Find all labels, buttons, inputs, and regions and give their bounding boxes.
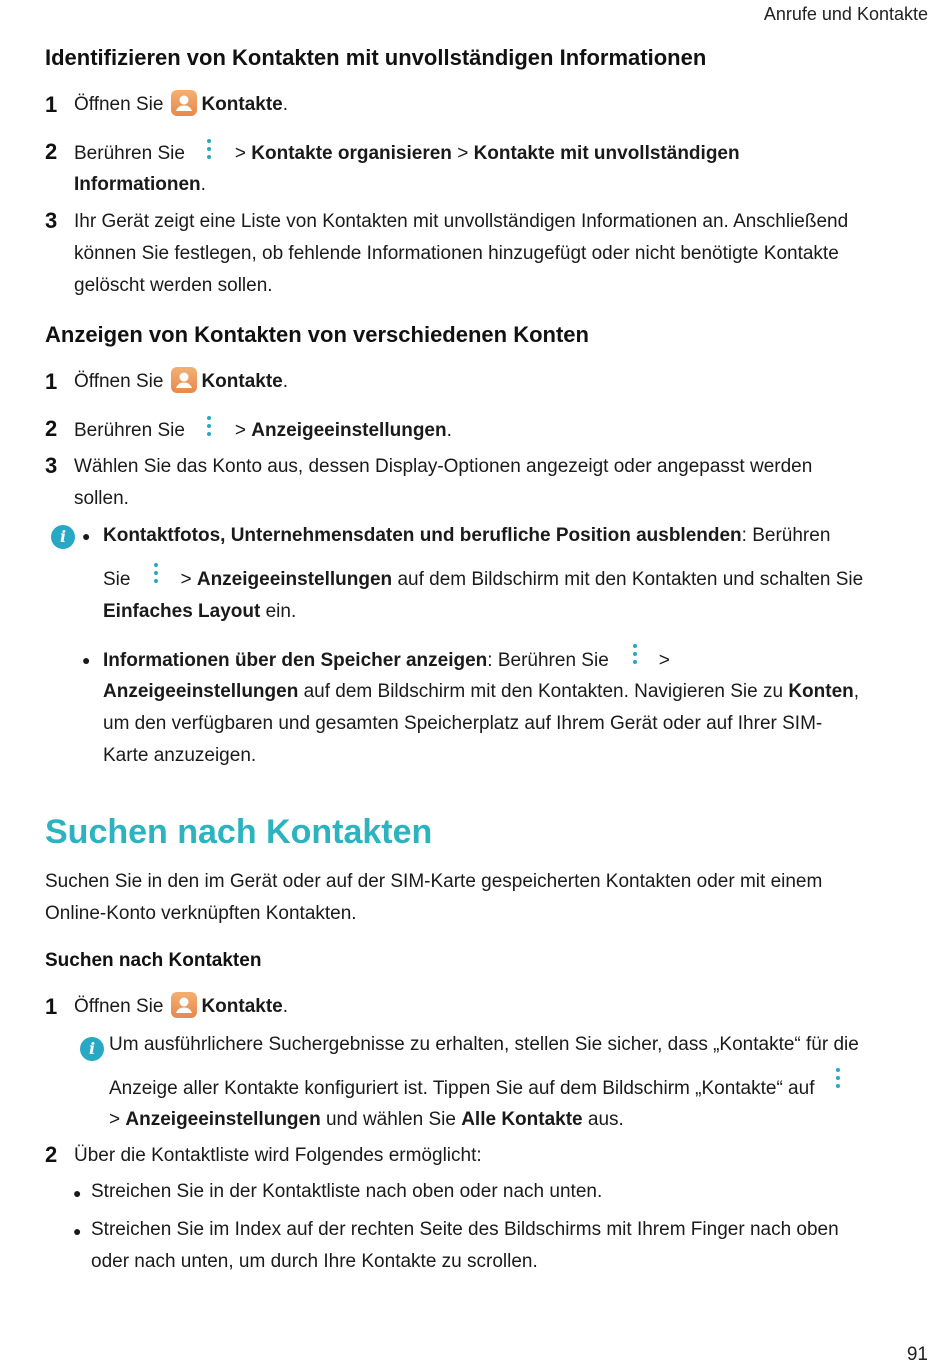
note-text-line: > Anzeigeeinstellungen und wählen Sie Alle Kontakte aus. bbox=[109, 1109, 624, 1130]
note-text-line: Karte anzuzeigen. bbox=[103, 745, 257, 766]
step-open-contacts: Öffnen Sie Kontakte. bbox=[74, 991, 288, 1023]
step-organize-contacts: Berühren Sie > Kontakte organisieren > Kontakte mit unvollständigen bbox=[74, 137, 740, 170]
bullet-dot: ● bbox=[82, 652, 91, 668]
note-hide-photos: Kontaktfotos, Unternehmensdaten und berufliche Position ausblenden: Berühren bbox=[103, 525, 831, 546]
bullet-dot: ● bbox=[82, 528, 91, 544]
step-number: 3 bbox=[45, 208, 58, 233]
step-open-contacts: Öffnen Sie Kontakte. bbox=[74, 89, 288, 121]
info-icon: i bbox=[80, 1037, 104, 1061]
step-number: 2 bbox=[45, 1142, 58, 1167]
note-storage-info-cont: Anzeigeeinstellungen auf dem Bildschirm mit den Kontakten. Navigieren Sie zu Konten, bbox=[103, 681, 860, 702]
note-text-line: Um ausführlichere Suchergebnisse zu erhalten, stellen Sie sicher, dass „Kontakte“ für die bbox=[109, 1034, 859, 1055]
bullet-dot: ● bbox=[73, 1185, 82, 1201]
step-text-line: Über die Kontaktliste wird Folgendes ermöglicht: bbox=[74, 1145, 482, 1166]
bullet-dot: ● bbox=[73, 1223, 82, 1239]
step-text-line: Wählen Sie das Konto aus, dessen Display-Optionen angezeigt oder angepasst werden bbox=[74, 456, 813, 477]
step-number: 2 bbox=[45, 139, 58, 164]
step-open-contacts: Öffnen Sie Kontakte. bbox=[74, 366, 288, 398]
page-number: 91 bbox=[906, 1344, 928, 1365]
contacts-app-icon bbox=[171, 367, 197, 393]
contacts-app-icon bbox=[171, 992, 197, 1018]
more-vert-icon bbox=[625, 644, 645, 672]
step-display-settings: Berühren Sie > Anzeigeeinstellungen. bbox=[74, 414, 452, 447]
note-storage-info: Informationen über den Speicher anzeigen: Berühren Sie > bbox=[103, 644, 670, 677]
list-item-cont: oder nach unten, um durch Ihre Kontakte zu scrollen. bbox=[91, 1251, 538, 1272]
list-item: Streichen Sie im Index auf der rechten Seite des Bildschirms mit Ihrem Finger nach oben bbox=[91, 1219, 839, 1240]
chapter-title-search: Suchen nach Kontakten bbox=[45, 813, 433, 851]
more-vert-icon bbox=[199, 137, 219, 165]
step-text-line: können Sie festlegen, ob fehlende Informationen hinzugefügt oder nicht benötigte Kontakte bbox=[74, 243, 839, 264]
step-number: 1 bbox=[45, 92, 58, 117]
step-text-line: Ihr Gerät zeigt eine Liste von Kontakten mit unvollständigen Informationen an. Anschließend bbox=[74, 211, 849, 232]
note-hide-photos-cont2: Einfaches Layout ein. bbox=[103, 601, 297, 622]
note-text-line: um den verfügbaren und gesamten Speicherplatz auf Ihrem Gerät oder auf Ihrer SIM- bbox=[103, 713, 823, 734]
step-text-line: gelöscht werden sollen. bbox=[74, 275, 273, 296]
more-vert-icon bbox=[146, 563, 166, 591]
intro-text-line: Online-Konto verknüpften Kontakten. bbox=[45, 903, 357, 924]
note-text-line: Anzeige aller Kontakte konfiguriert ist. Tippen Sie auf dem Bildschirm „Kontakte“ auf bbox=[109, 1072, 848, 1105]
more-vert-icon bbox=[199, 414, 219, 442]
section-title-incomplete-contacts: Identifizieren von Kontakten mit unvollständigen Informationen bbox=[45, 45, 707, 70]
step-number: 1 bbox=[45, 994, 58, 1019]
note-hide-photos-cont: Sie > Anzeigeeinstellungen auf dem Bildschirm mit den Kontakten und schalten Sie bbox=[103, 563, 863, 596]
list-item: Streichen Sie in der Kontaktliste nach oben oder nach unten. bbox=[91, 1181, 603, 1202]
info-icon: i bbox=[51, 525, 75, 549]
step-organize-contacts-cont: Informationen. bbox=[74, 174, 206, 195]
running-header: Anrufe und Kontakte bbox=[763, 4, 928, 24]
contacts-app-icon bbox=[171, 90, 197, 116]
subsection-title-search: Suchen nach Kontakten bbox=[45, 950, 262, 971]
step-number: 3 bbox=[45, 453, 58, 478]
step-number: 2 bbox=[45, 416, 58, 441]
step-text-line: sollen. bbox=[74, 488, 129, 509]
more-vert-icon bbox=[828, 1072, 848, 1100]
step-number: 1 bbox=[45, 369, 58, 394]
intro-text-line: Suchen Sie in den im Gerät oder auf der SIM-Karte gespeicherten Kontakten oder mit einem bbox=[45, 871, 823, 892]
section-title-accounts: Anzeigen von Kontakten von verschiedenen Konten bbox=[45, 322, 589, 347]
